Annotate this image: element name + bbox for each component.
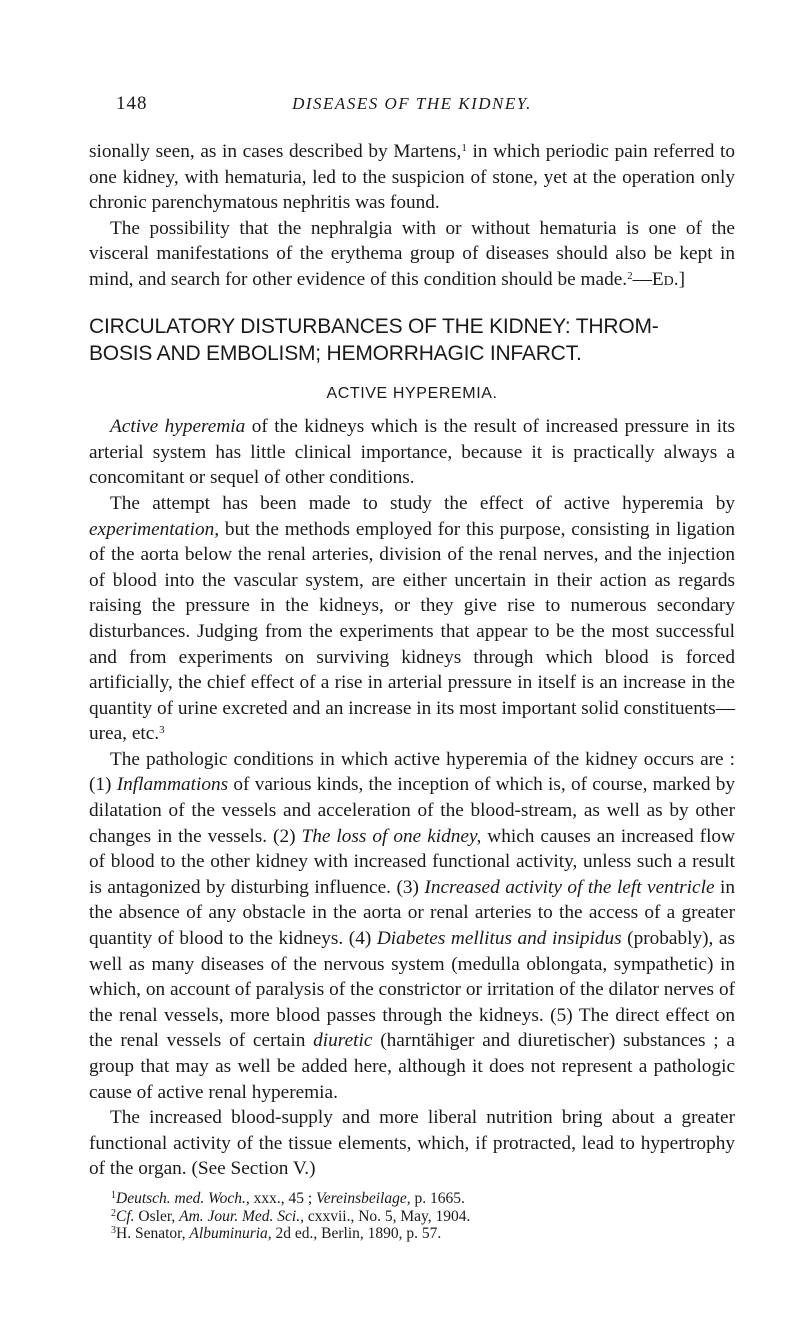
footnotes bbox=[89, 1190, 735, 1243]
running-title: DISEASES OF THE KIDNEY. bbox=[292, 94, 532, 113]
paragraph-editor-note bbox=[89, 216, 735, 293]
footnote-ref: 1 bbox=[461, 142, 467, 154]
italic-term: experimentation, bbox=[89, 518, 220, 540]
text-run: cxxvii., No. 5, May, 1904. bbox=[303, 1207, 471, 1225]
body-text bbox=[89, 139, 735, 1243]
footnote-ref: 3 bbox=[159, 724, 165, 737]
text-run: p. 1665. bbox=[410, 1189, 465, 1207]
text-run: The attempt has been made to study the effect of active hyperemia by bbox=[110, 492, 735, 514]
section-heading-line: CIRCULATORY DISTURBANCES OF THE KIDNEY: THROM- bbox=[89, 314, 659, 338]
text-run: The pathologic conditions in which active hyperemia of the kidney occurs are : (1) bbox=[89, 748, 735, 796]
text-run: in the absence of any obstacle in the aorta or renal arteries to the access of a greater quantity of blood to the kidneys. (4) bbox=[89, 876, 735, 950]
italic-term: Active hyperemia bbox=[110, 416, 246, 438]
text-run: H. Senator, bbox=[116, 1225, 190, 1243]
italic-term: Cf. bbox=[116, 1207, 135, 1225]
paragraph bbox=[89, 491, 735, 747]
footnote bbox=[89, 1190, 735, 1208]
text-run: of various kinds, the inception of which is, of course, marked by dilatation of the vessels and acceleration of the blood-stream, as well as by other changes in the vessels. (2) bbox=[89, 774, 735, 847]
text-run: (probably), as well as many diseases of the nervous system (medulla oblongata, sympathetic) in which, on account of paralysis of the constrictor or irritation of the dilator nerves of the renal vessels, more blood passes through the kidneys. (5) The direct effect on the renal vessels of certain bbox=[89, 928, 735, 1052]
text-run: of the kidneys which is the result of increased pressure in its arterial system has little clinical importance, because it is practically always a concomitant or sequel of other conditions. bbox=[89, 416, 736, 489]
text-run: 2d ed., Berlin, 1890, p. 57. bbox=[271, 1225, 442, 1243]
italic-term: Am. Jour. Med. Sci., bbox=[179, 1207, 304, 1225]
italic-term: Deutsch. med. Woch., bbox=[116, 1189, 250, 1207]
footnote bbox=[89, 1208, 735, 1226]
section-heading-line: BOSIS AND EMBOLISM; HEMORRHAGIC INFARCT. bbox=[89, 341, 582, 365]
running-head bbox=[89, 93, 735, 121]
text-run: ] bbox=[678, 268, 686, 290]
page-number: 148 bbox=[116, 93, 148, 114]
text-run: (harntähiger and diuretischer) substances ; a group that may as well be added here, although it does not represent a pathologic cause of active renal hyperemia. bbox=[89, 1030, 735, 1103]
text-run: but the methods employed for this purpose, consisting in ligation of the aorta below the renal arteries, division of the renal nerves, and the injection of blood into the vascular system, are either uncertain in their action as regards raising the pressure in the kidneys, or they give rise to numerous secondary disturbances. Judging from the experiments that appear to be the most successful and from experiments on surviving kidneys through which blood is forced artificially, the chief effect of a rise in arterial pressure in itself is an increase in the quantity of urine excreted and an increase in its most important solid constituents—urea, etc. bbox=[89, 518, 735, 745]
paragraph bbox=[89, 414, 735, 491]
text-run: xxx., 45 ; bbox=[249, 1189, 317, 1207]
footnote-ref: 2 bbox=[627, 269, 633, 282]
footnote-number: 3 bbox=[111, 1225, 116, 1237]
text-run: sionally seen, as in cases described by Martens, bbox=[89, 141, 462, 162]
text-run: which causes an increased flow of blood to the other kidney with increased functional activity, unless such a result is antagonized by disturbing influence. (3) bbox=[89, 825, 735, 898]
italic-term: diuretic bbox=[313, 1030, 373, 1052]
editor-mark: Ed. bbox=[651, 268, 679, 290]
italic-term: The loss of one kidney, bbox=[301, 825, 482, 847]
footnote-number: 2 bbox=[111, 1207, 116, 1219]
paragraph: The increased blood-supply and more liberal nutrition bring about a greater functional activity of the tissue elements, which, if protracted, lead to hypertrophy of the organ. (See Section V.) bbox=[89, 1107, 735, 1180]
footnote-number: 1 bbox=[111, 1189, 116, 1201]
text-run: — bbox=[632, 268, 652, 290]
italic-term: Increased activity of the left ventricle bbox=[424, 876, 715, 898]
italic-term: Albuminuria, bbox=[189, 1225, 272, 1243]
text-run: The possibility that the nephralgia with or without hematuria is one of the visceral manifestations of the erythema group of diseases should also be kept in mind, and search for other evidence of this condition should be made. bbox=[89, 217, 735, 290]
subsection-heading: ACTIVE HYPEREMIA. bbox=[326, 384, 498, 402]
section-heading bbox=[89, 313, 735, 367]
text-run: Osler, bbox=[134, 1207, 180, 1225]
text-run: in which periodic pain referred to one kidney, with hematuria, led to the suspicion of stone, yet at the operation only chronic parenchymatous nephritis was found. bbox=[89, 141, 736, 214]
footnote bbox=[89, 1225, 735, 1243]
paragraph bbox=[89, 747, 735, 1105]
italic-term: Vereinsbeilage, bbox=[316, 1189, 411, 1207]
italic-term: Diabetes mellitus and insipidus bbox=[376, 928, 622, 950]
paragraph-continued bbox=[89, 139, 735, 216]
italic-term: Inflammations bbox=[116, 774, 229, 796]
